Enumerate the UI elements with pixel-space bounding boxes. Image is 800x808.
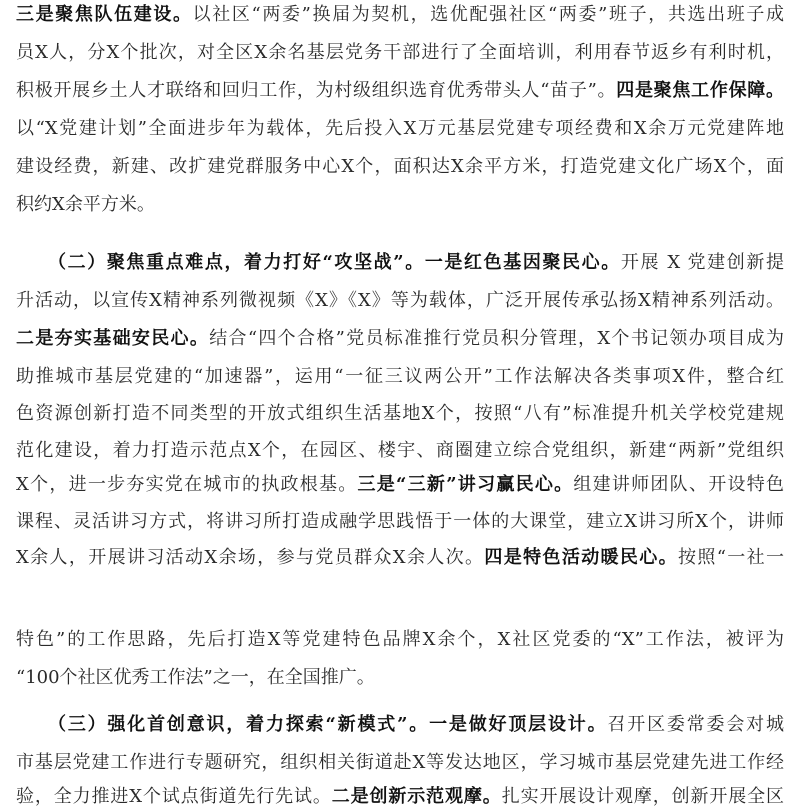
body-text: 范化建设，着力打造示范点X个，在园区、楼宇、商圈建立综合党组织，新建“两新”党组织 — [16, 440, 784, 461]
body-text: X余人，开展讲习活动X余场，参与党员群众X余人次。 — [16, 547, 485, 568]
bold-heading-text: 二是夯实基础安民心。 — [16, 328, 210, 349]
paragraph-3-line — [48, 714, 784, 736]
paragraph-1-line — [16, 4, 784, 26]
body-text: 以社区“两委”换届为契机，选优配强社区“两委”班子，共选出班子成 — [192, 4, 784, 25]
bold-heading-text: 二是创新示范观摩。 — [331, 786, 502, 807]
bold-heading-text: 三是“三新”讲习赢民心。 — [357, 474, 574, 495]
paragraph-2-line — [16, 547, 784, 569]
paragraph-1-line — [16, 118, 784, 140]
body-text: 以“X党建计划”全面进步年为载体，先后投入X万元基层党建专项经费和X余万元党建阵地 — [16, 118, 784, 139]
paragraph-1-line — [16, 42, 784, 64]
paragraph-2-line — [16, 328, 784, 350]
body-text: 员X人，分X个批次，对全区X余名基层党务干部进行了全面培训，利用春节返乡有利时机， — [16, 42, 784, 63]
bold-heading-text: 四是特色活动暖民心。 — [484, 547, 678, 568]
body-text: 色资源创新打造不同类型的开放式组织生活基地X个，按照“八有”标准提升机关学校党建规 — [16, 403, 784, 424]
paragraph-2-line — [48, 252, 784, 274]
paragraph-2-line — [16, 290, 784, 312]
paragraph-1-line — [16, 194, 784, 216]
body-text: 开展 X 党建创新提 — [620, 252, 784, 273]
paragraph-2-line — [16, 474, 784, 496]
paragraph-2-line — [16, 403, 784, 425]
body-text: 特色”的工作思路，先后打造X等党建特色品牌X余个，X社区党委的“X”工作法，被评为 — [16, 629, 784, 650]
body-text: 升活动，以宣传X精神系列微视频《X》《X》等为载体，广泛开展传承弘扬X精神系列活动。 — [16, 290, 784, 311]
paragraph-2-line — [16, 629, 784, 651]
paragraph-3-line — [16, 786, 784, 808]
paragraph-2-line — [16, 511, 784, 533]
body-text: 积极开展乡土人才联络和回归工作，为村级组织选育优秀带头人“苗子”。 — [16, 80, 617, 101]
body-text: 课程、灵活讲习方式，将讲习所打造成融学思践悟于一体的大课堂，建立X讲习所X个，讲师 — [16, 511, 784, 532]
body-text: 积约X余平方米。 — [16, 194, 155, 215]
body-text: 助推城市基层党建的“加速器”，运用“一征三议两公开”工作法解决各类事项X件，整合红 — [16, 366, 784, 387]
body-text: “100个社区优秀工作法”之一，在全国推广。 — [16, 667, 375, 688]
body-text: 结合“四个合格”党员标准推行党员积分管理，X个书记领办项目成为 — [209, 328, 785, 349]
paragraph-1-line — [16, 156, 784, 178]
body-text: 验，全力推进X个试点街道先行先试。 — [16, 786, 332, 807]
body-text: 扎实开展设计观摩，创新开展全区 — [501, 786, 784, 807]
body-text: X个，进一步夯实党在城市的执政根基。 — [16, 474, 358, 495]
paragraph-3-line — [16, 752, 784, 774]
paragraph-1-line — [16, 80, 784, 102]
paragraph-2-line — [16, 440, 784, 462]
body-text: 组建讲师团队、开设特色 — [573, 474, 784, 495]
bold-heading-text: 四是聚焦工作保障。 — [616, 80, 785, 101]
bold-heading-text: （三）强化首创意识，着力探索“新模式”。一是做好顶层设计。 — [48, 714, 608, 735]
bold-heading-text: （二）聚焦重点难点，着力打好“攻坚战”。一是红色基因聚民心。 — [48, 252, 621, 273]
body-text: 按照“一社一 — [678, 547, 784, 568]
bold-heading-text: 三是聚焦队伍建设。 — [16, 4, 193, 25]
body-text: 市基层党建工作进行专题研究，组织相关街道赴X等发达地区，学习城市基层党建先进工作经 — [16, 752, 784, 773]
paragraph-2-line — [16, 366, 784, 388]
body-text: 建设经费，新建、改扩建党群服务中心X个，面积达X余平方米，打造党建文化广场X个，面 — [16, 156, 784, 177]
body-text: 召开区委常委会对城 — [607, 714, 784, 735]
paragraph-2-line — [16, 667, 784, 689]
